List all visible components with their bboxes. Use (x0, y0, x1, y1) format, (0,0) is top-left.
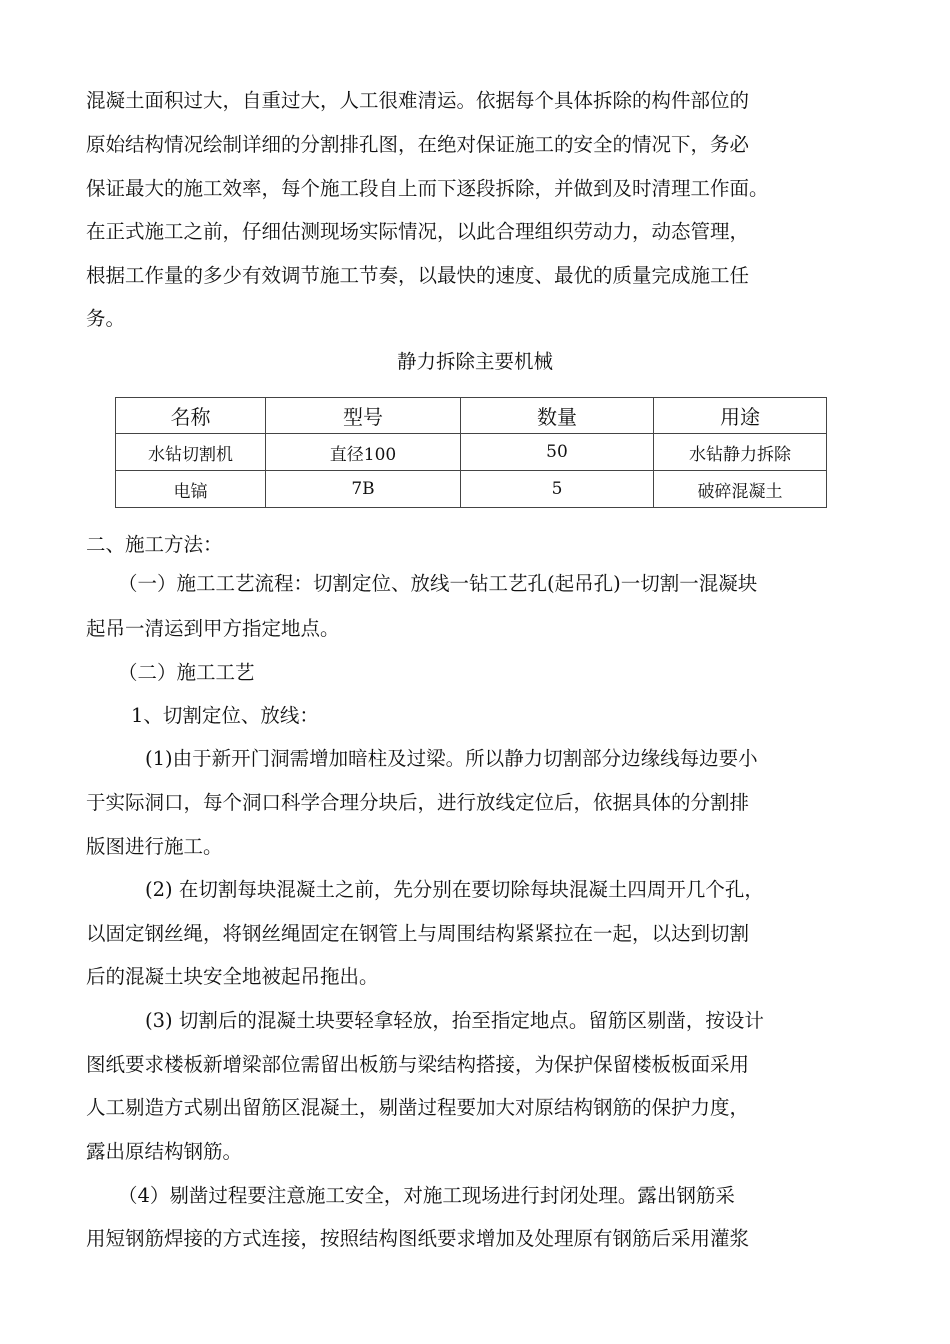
paragraph-line: 以固定钢丝绳，将钢丝绳固定在钢管上与周围结构紧紧拉在一起，以达到切割 (86, 922, 750, 945)
table-cell: 5 (461, 471, 654, 508)
subsection-heading: （二）施工工艺 (118, 661, 255, 684)
table-caption: 静力拆除主要机械 (396, 350, 553, 373)
paragraph-line: （4）剔凿过程要注意施工安全，对施工现场进行封闭处理。露出钢筋采 (118, 1184, 735, 1207)
paragraph-line: （一）施工工艺流程：切割定位、放线一钻工艺孔(起吊孔)一切割一混凝块 (118, 572, 758, 595)
table-cell: 7B (266, 471, 461, 508)
item-heading: 1、切割定位、放线： (131, 704, 319, 727)
table-cell: 水钻切割机 (116, 434, 266, 471)
header-cell-quantity: 数量 (461, 398, 654, 434)
paragraph-line: 版图进行施工。 (86, 835, 223, 858)
paragraph-line: 混凝土面积过大，自重过大，人工很难清运。依据每个具体拆除的构件部位的 (86, 89, 750, 112)
paragraph-line: (3) 切割后的混凝土块要轻拿轻放，抬至指定地点。留筋区剔凿，按设计 (145, 1009, 764, 1032)
paragraph-line: 后的混凝土块安全地被起吊拖出。 (86, 965, 379, 988)
table-cell: 直径100 (266, 434, 461, 471)
section-heading: 二、施工方法： (86, 533, 223, 556)
table-header-row (116, 398, 827, 434)
paragraph-line: 用短钢筋焊接的方式连接，按照结构图纸要求增加及处理原有钢筋后采用灌浆 (86, 1227, 750, 1250)
paragraph-line: 原始结构情况绘制详细的分割排孔图，在绝对保证施工的安全的情况下，务必 (86, 133, 750, 156)
paragraph-line: 人工剔造方式剔出留筋区混凝土，剔凿过程要加大对原结构钢筋的保护力度， (86, 1096, 750, 1119)
table-cell: 50 (461, 434, 654, 471)
table-row (116, 471, 827, 508)
paragraph-line: (2) 在切割每块混凝土之前，先分别在要切除每块混凝土四周开几个孔， (145, 878, 764, 901)
paragraph-line: 图纸要求楼板新增梁部位需留出板筋与梁结构搭接，为保护保留楼板板面采用 (86, 1053, 750, 1076)
header-cell-purpose: 用途 (654, 398, 827, 434)
paragraph-line: 务。 (86, 307, 126, 330)
machinery-table (115, 397, 827, 508)
paragraph-line: 在正式施工之前，仔细估测现场实际情况，以此合理组织劳动力，动态管理， (86, 220, 750, 243)
table-row (116, 434, 827, 471)
table-cell: 电镐 (116, 471, 266, 508)
paragraph-line: 于实际洞口，每个洞口科学合理分块后，进行放线定位后，依据具体的分割排 (86, 791, 750, 814)
header-cell-model: 型号 (266, 398, 461, 434)
header-cell-name: 名称 (116, 398, 266, 434)
paragraph-line: 露出原结构钢筋。 (86, 1140, 243, 1163)
paragraph-line: 保证最大的施工效率，每个施工段自上而下逐段拆除，并做到及时清理工作面。 (86, 177, 769, 200)
table-cell: 水钻静力拆除 (654, 434, 827, 471)
table-cell: 破碎混凝土 (654, 471, 827, 508)
paragraph-line: (1)由于新开门洞需增加暗柱及过梁。所以静力切割部分边缘线每边要小 (145, 747, 758, 770)
paragraph-line: 起吊一清运到甲方指定地点。 (86, 617, 340, 640)
paragraph-line: 根据工作量的多少有效调节施工节奏，以最快的速度、最优的质量完成施工任 (86, 264, 750, 287)
